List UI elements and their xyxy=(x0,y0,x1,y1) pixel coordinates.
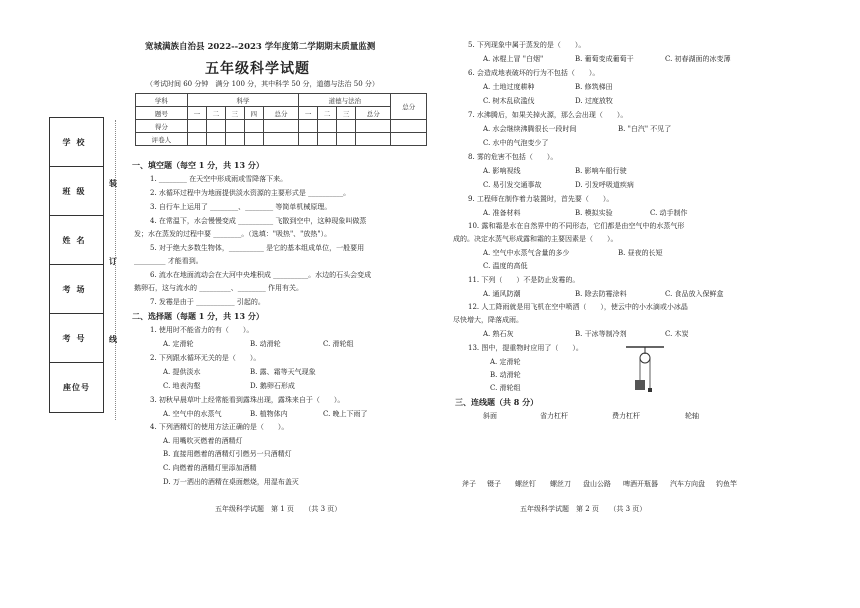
question-no-label: 题号 xyxy=(136,107,188,120)
option: B. 直接用燃着的酒精灯引燃另一只酒精灯 xyxy=(163,450,292,458)
match-bottom-item: 盘山公路 xyxy=(583,480,611,488)
question: 3. 自行车上运用了 ________、________ 等简单机械原理。 xyxy=(150,203,332,211)
score-cell xyxy=(225,120,244,133)
score-cell xyxy=(391,120,427,133)
option: C. 水中的气泡变少了 xyxy=(483,139,549,147)
page-title: 五年级科学试题 xyxy=(205,61,310,77)
option: C. 向燃着的酒精灯里添加酒精 xyxy=(163,464,257,472)
option: B. 除去防霉涂料 xyxy=(575,290,627,298)
student-info-box xyxy=(49,117,104,413)
grader-cell xyxy=(299,133,318,146)
option: C. 初春湖面的冰变薄 xyxy=(665,55,731,63)
option: A. 土地过度耕种 xyxy=(483,83,535,91)
option: C. 滑轮组 xyxy=(323,340,354,348)
score-cell xyxy=(299,120,318,133)
option: C. 动手制作 xyxy=(650,209,688,217)
grader-cell xyxy=(391,133,427,146)
option: A. 准备材料 xyxy=(483,209,521,217)
option: A. 通风防潮 xyxy=(483,290,521,298)
question: 2. 下列跟水循环无关的是（ ）。 xyxy=(150,354,261,362)
grader-row-label: 评卷人 xyxy=(136,133,188,146)
binding-line xyxy=(115,120,116,420)
question: 7. 水沸腾后，如果关掉火源，那么会出现（ ）。 xyxy=(468,111,628,119)
match-bottom-item: 镊子 xyxy=(487,480,501,488)
question: 6. 流水在地面流动会在大河中央堆积成 __________。水边的石头会变成 xyxy=(150,271,372,279)
option: C. 木炭 xyxy=(665,330,689,338)
section-fill-blank: 一、填空题（每空 1 分，共 13 分） xyxy=(132,160,264,170)
question: 成的。决定水蒸气形成露和霜的主要因素是（ ）。 xyxy=(453,235,618,243)
question: 5. 对于绝大多数生物体，__________ 是它的基本组成单位，一般要用 xyxy=(150,244,365,252)
option: B. 昼夜的长短 xyxy=(618,249,663,257)
col-label: 二 xyxy=(318,107,337,120)
question: 12. 人工降雨就是用飞机在空中喷洒（ ），使云中的小水滴或小冰晶 xyxy=(468,303,688,311)
option: B. "白汽" 不见了 xyxy=(618,125,672,133)
score-cell xyxy=(263,120,298,133)
grader-cell xyxy=(318,133,337,146)
match-top-item: 费力杠杆 xyxy=(612,412,640,420)
score-cell xyxy=(337,120,356,133)
question: 9. 工程师在制作着力装置时，首先要（ ）。 xyxy=(468,195,614,203)
class-field: 班级 xyxy=(50,167,103,216)
match-top-item: 斜面 xyxy=(483,412,497,420)
option: B. 动滑轮 xyxy=(250,340,281,348)
total-header: 总分 xyxy=(391,94,427,120)
question: 1. ________ 在天空中形成雨或雪降落下来。 xyxy=(150,175,288,183)
exam-room-field: 考场 xyxy=(50,265,103,314)
grader-cell xyxy=(356,133,391,146)
option: B. 露、霜等天气现象 xyxy=(250,368,316,376)
option: D. 引发呼吸道疾病 xyxy=(575,181,634,189)
option: C. 食品放入保鲜盒 xyxy=(665,290,724,298)
ethics-header: 道德与法治 xyxy=(299,94,391,107)
subject-label: 学科 xyxy=(136,94,188,107)
question: _________ 才能看到。 xyxy=(134,257,203,265)
question: 4. 在常温下，水会慢慢变成 __________ 飞散到空中，这种现象叫做蒸 xyxy=(150,217,367,225)
col-label: 三 xyxy=(337,107,356,120)
option: A. 空气中水蒸气含量的多少 xyxy=(483,249,570,257)
question: 2. 水循环过程中为地面提供淡水资源的主要形式是 __________。 xyxy=(150,189,351,197)
option: C. 晚上下雨了 xyxy=(323,410,368,418)
question: 8. 雾的危害不包括（ ）。 xyxy=(468,153,558,161)
question: 4. 下列酒精灯的使用方法正确的是（ ）。 xyxy=(150,423,289,431)
seat-number-field: 座位号 xyxy=(63,382,90,392)
match-bottom-item: 啤酒开瓶器 xyxy=(623,480,658,488)
option: D. 万一洒出的酒精在桌面燃烧，用湿布盖灭 xyxy=(163,478,299,486)
match-bottom-item: 斧子 xyxy=(462,480,476,488)
option: A. 空气中的水蒸气 xyxy=(163,410,222,418)
option: C. 易引发交通事故 xyxy=(483,181,542,189)
match-bottom-item: 钓鱼竿 xyxy=(716,480,737,488)
option: B. 植物体内 xyxy=(250,410,288,418)
option: C. 滑轮组 xyxy=(490,384,521,392)
exam-note: （考试时间 60 分钟 满分 100 分，其中科学 50 分，道德与法治 50 分） xyxy=(146,80,379,88)
col-label: 总分 xyxy=(263,107,298,120)
question: 3. 初秋早晨草叶上经常能看到露珠出现，露珠来自于（ ）。 xyxy=(150,396,345,404)
option: B. 修筑梯田 xyxy=(575,83,613,91)
score-cell xyxy=(206,120,225,133)
option: A. 定滑轮 xyxy=(163,340,194,348)
section-choice: 二、选择题（每题 1 分，共 13 分） xyxy=(132,311,264,321)
option: B. 干冰等制冷剂 xyxy=(575,330,627,338)
exam-header-line: 宽城满族自治县 2022--2023 学年度第二学期期末质量监测 xyxy=(145,42,376,52)
col-label: 三 xyxy=(225,107,244,120)
grader-cell xyxy=(206,133,225,146)
match-top-item: 轮轴 xyxy=(685,412,699,420)
option: A. 影响视线 xyxy=(483,167,521,175)
option: A. 用嘴吹灭燃着的酒精灯 xyxy=(163,437,243,445)
match-bottom-item: 螺丝钉 xyxy=(515,480,536,488)
option: B. 影响车船行驶 xyxy=(575,167,627,175)
question: 11. 下列（ ）不是防止发霉的。 xyxy=(468,276,580,284)
school-field: 学校 xyxy=(50,118,103,167)
option: C. 温度的高低 xyxy=(483,262,528,270)
question: 1. 使用时不能省力的有（ ）。 xyxy=(150,326,254,334)
col-label: 一 xyxy=(187,107,206,120)
grader-cell xyxy=(244,133,263,146)
page-footer-1: 五年级科学试题 第 1 页 （共 3 页） xyxy=(215,505,342,513)
score-cell xyxy=(244,120,263,133)
grader-cell xyxy=(263,133,298,146)
option: A. 提供淡水 xyxy=(163,368,201,376)
score-cell xyxy=(356,120,391,133)
question: 10. 露和霜是水在自然界中的不同形态，它们都是由空气中的水蒸气形 xyxy=(468,222,685,230)
question: 13. 图中，提重物时应用了（ ）。 xyxy=(468,344,583,352)
option: A. 熟石灰 xyxy=(483,330,514,338)
option: C. 地表沟壑 xyxy=(163,382,201,390)
binding-mark: 线 xyxy=(109,334,117,344)
question: 鹅卵石，这与流水的 _________、________ 作用有关。 xyxy=(134,284,303,292)
science-header: 科学 xyxy=(187,94,298,107)
score-cell xyxy=(318,120,337,133)
col-label: 四 xyxy=(244,107,263,120)
match-bottom-item: 汽车方向盘 xyxy=(670,480,705,488)
question: 5. 下列现象中属于蒸发的是（ ）。 xyxy=(468,41,586,49)
match-bottom-item: 螺丝刀 xyxy=(550,480,571,488)
option: A. 冰棍上冒 "白烟" xyxy=(483,55,544,63)
option: B. 葡萄变成葡萄干 xyxy=(575,55,634,63)
name-field: 姓名 xyxy=(50,216,103,265)
option: B. 模拟实验 xyxy=(575,209,613,217)
grader-cell xyxy=(337,133,356,146)
option: C. 树木乱砍滥伐 xyxy=(483,97,535,105)
score-row-label: 得分 xyxy=(136,120,188,133)
option: D. 过度放牧 xyxy=(575,97,613,105)
question: 6. 会造成地表破坏的行为不包括（ ）。 xyxy=(468,69,600,77)
col-label: 总分 xyxy=(356,107,391,120)
question: 尽快增大，降落成雨。 xyxy=(453,316,523,324)
binding-mark: 订 xyxy=(109,256,117,266)
col-label: 二 xyxy=(206,107,225,120)
grader-cell xyxy=(187,133,206,146)
col-label: 一 xyxy=(299,107,318,120)
option: A. 定滑轮 xyxy=(490,358,521,366)
binding-mark: 装 xyxy=(109,178,117,188)
option: B. 动滑轮 xyxy=(490,371,521,379)
question: 7. 发霉是由于 ___________ 引起的。 xyxy=(150,298,265,306)
option: A. 水会继续沸腾很长一段时间 xyxy=(483,125,577,133)
section-matching: 三、连线题（共 8 分） xyxy=(455,397,539,407)
exam-number-field: 考号 xyxy=(50,314,103,363)
score-cell xyxy=(187,120,206,133)
pulley-illustration xyxy=(624,344,666,398)
option: D. 鹅卵石形成 xyxy=(250,382,295,390)
match-top-item: 省力杠杆 xyxy=(540,412,568,420)
score-table xyxy=(135,93,427,146)
page-footer-2: 五年级科学试题 第 2 页 （共 3 页） xyxy=(520,505,647,513)
question: 发；水在蒸发的过程中要 ________。（选填："吸热"、"放热"）。 xyxy=(134,230,332,238)
grader-cell xyxy=(225,133,244,146)
